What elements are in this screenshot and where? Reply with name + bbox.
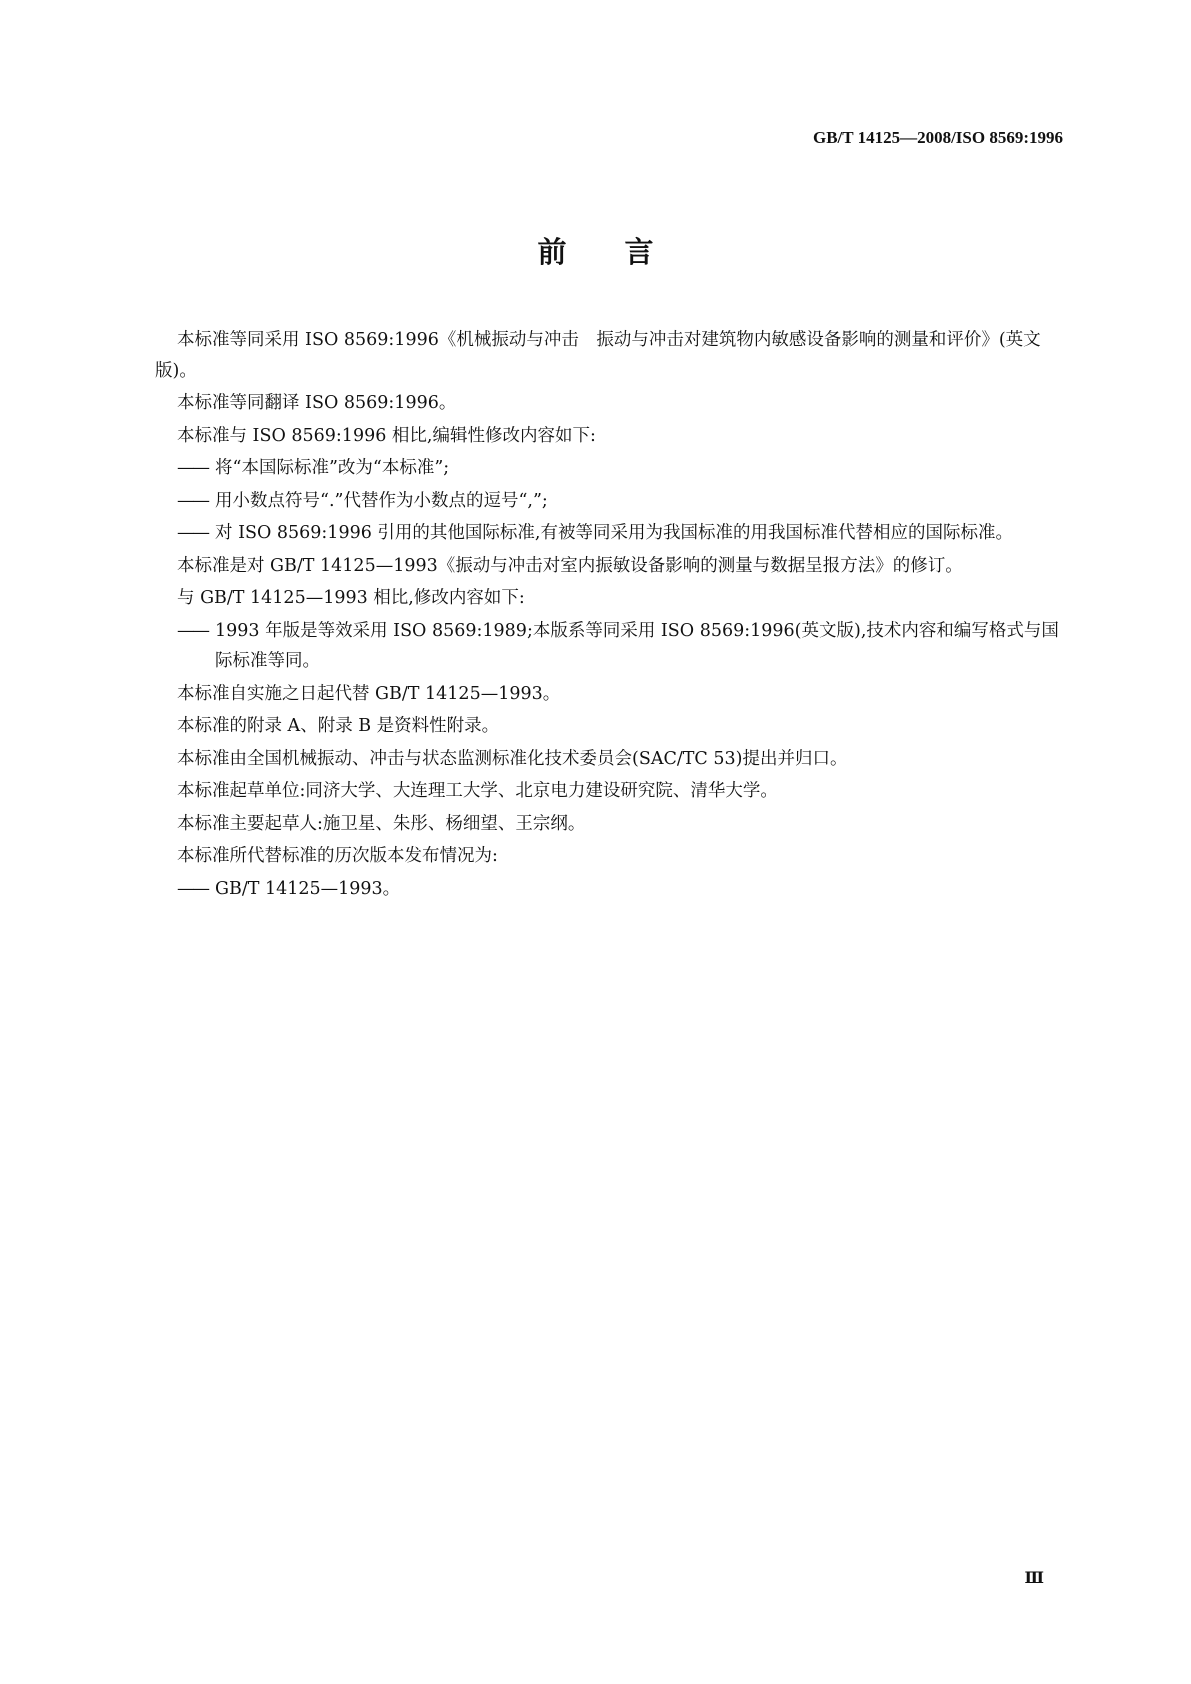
paragraph-drafting-units: 本标准起草单位:同济大学、大连理工大学、北京电力建设研究院、清华大学。 xyxy=(177,781,778,801)
list-item xyxy=(155,453,1066,484)
paragraph-comparison: 与 GB/T 14125—1993 相比,修改内容如下: xyxy=(177,588,525,608)
dash-marker: —— xyxy=(177,878,208,899)
standard-code-header: GB/T 14125—2008/ISO 8569:1996 xyxy=(813,128,1063,147)
dash-marker: —— xyxy=(177,620,208,641)
list-item-text: 将“本国际标准”改为“本标准”; xyxy=(215,458,450,478)
list-item-text: 1993 年版是等效采用 ISO 8569:1989;本版系等同采用 ISO 8569:1996(英文版),技术内容和编写格式与国际标准等同。 xyxy=(215,620,1059,671)
list-item xyxy=(155,874,1066,905)
list-item xyxy=(155,486,1066,517)
page-number: Ⅲ xyxy=(1024,1570,1044,1587)
list-item xyxy=(155,616,1066,677)
paragraph-editorial-changes: 本标准与 ISO 8569:1996 相比,编辑性修改内容如下: xyxy=(177,425,596,446)
list-item-text: 用小数点符号“.”代替作为小数点的逗号“,”; xyxy=(215,490,548,511)
paragraph-revision: 本标准是对 GB/T 14125—1993《振动与冲击对室内振敏设备影响的测量与数据呈报方法》的修订。 xyxy=(177,555,963,576)
paragraph-drafters: 本标准主要起草人:施卫星、朱彤、杨细望、王宗纲。 xyxy=(177,813,586,834)
paragraph-adoption: 本标准等同采用 ISO 8569:1996《机械振动与冲击 振动与冲击对建筑物内敏感设备影响的测量和评价》(英文版)。 xyxy=(155,330,1041,381)
paragraph-replacement: 本标准自实施之日起代替 GB/T 14125—1993。 xyxy=(177,683,561,704)
dash-marker: —— xyxy=(177,523,208,543)
dash-marker: —— xyxy=(177,458,208,478)
page-title: 前言 xyxy=(537,235,712,269)
list-item-text: GB/T 14125—1993。 xyxy=(215,878,401,899)
list-item-text: 对 ISO 8569:1996 引用的其他国际标准,有被等同采用为我国标准的用我国标准代替相应的国际标准。 xyxy=(215,523,1013,543)
paragraph-annexes: 本标准的附录 A、附录 B 是资料性附录。 xyxy=(177,716,500,736)
paragraph-proposer: 本标准由全国机械振动、冲击与状态监测标准化技术委员会(SAC/TC 53)提出并归口。 xyxy=(177,748,848,769)
foreword-body xyxy=(155,325,1066,906)
paragraph-history: 本标准所代替标准的历次版本发布情况为: xyxy=(177,846,498,866)
dash-marker: —— xyxy=(177,490,208,511)
paragraph-translation: 本标准等同翻译 ISO 8569:1996。 xyxy=(177,393,457,413)
list-item xyxy=(155,518,1066,549)
